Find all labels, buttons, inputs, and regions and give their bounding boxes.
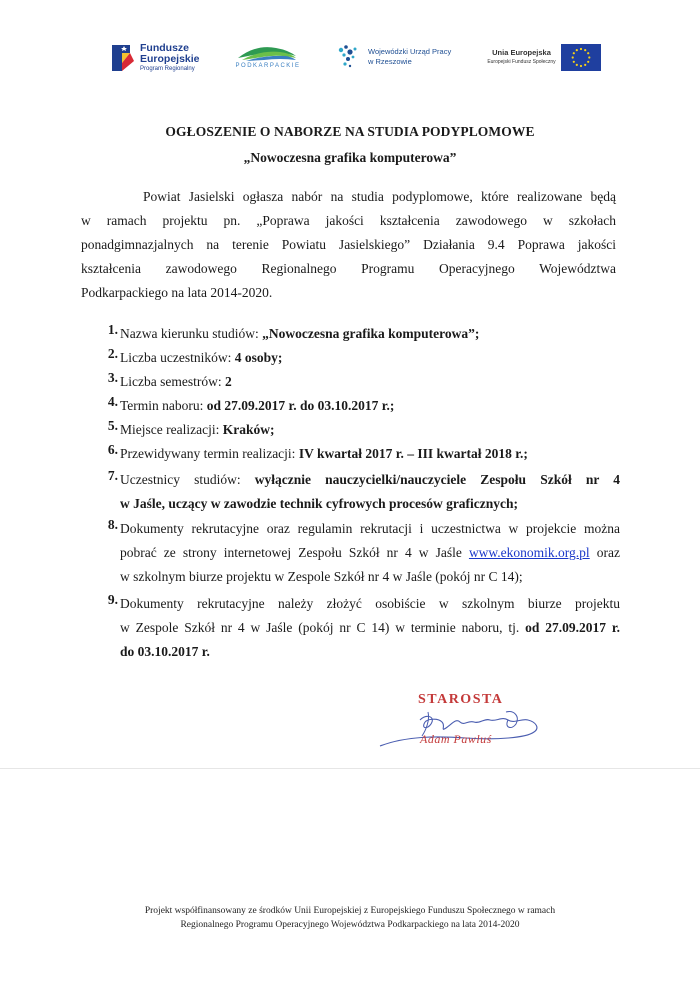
- item-number: 8.: [107, 517, 118, 532]
- item-number: 2.: [107, 346, 118, 361]
- item-number: 7.: [107, 468, 118, 483]
- item-text: oraz: [589, 545, 620, 560]
- footer-line: Regionalnego Programu Operacyjnego Województwa Podkarpackiego na lata 2014-2020: [180, 920, 520, 930]
- item-number: 5.: [107, 418, 118, 433]
- page-title: OGŁOSZENIE O NABORZE NA STUDIA PODYPLOMOWE: [165, 124, 535, 139]
- fe-line2: Europejskie: [140, 53, 200, 65]
- item-number: 4.: [107, 394, 118, 409]
- wup-line2: w Rzeszowie: [368, 57, 412, 66]
- item-value: IV kwartał 2017 r. – III kwartał 2018 r.;: [298, 446, 528, 461]
- item-number: 6.: [107, 442, 118, 457]
- item-value: w Jaśle, uczący w zawodzie technik cyfrowych procesów graficznych;: [120, 496, 519, 511]
- item-value: wyłącznie nauczycielki/nauczyciele Zespołu Szkół nr 4: [254, 472, 620, 487]
- footer: [0, 904, 700, 932]
- item-value: Kraków;: [222, 422, 275, 437]
- eu-funds-icon: [110, 43, 136, 73]
- item-text: w szkolnym biurze projektu w Zespole Szkół nr 4 w Jaśle (pokój nr C 14);: [120, 569, 523, 584]
- item-label: Nazwa kierunku studiów:: [120, 326, 263, 341]
- intro-line: Powiat Jasielski ogłasza nabór na studia podyplomowe, które realizowane będą: [143, 189, 616, 204]
- intro-paragraph: [81, 185, 616, 305]
- item-text: w Zespole Szkół nr 4 w Jaśle (pokój nr C 14) w terminie naboru, tj.: [120, 620, 526, 635]
- item-value: do 03.10.2017 r.: [120, 644, 210, 659]
- item-value: 4 osoby;: [234, 350, 283, 365]
- ue-line1: Unia Europejska: [492, 48, 551, 57]
- ekonomik-link[interactable]: www.ekonomik.org.pl: [468, 545, 590, 560]
- fundusze-europejskie-logo: [110, 38, 220, 84]
- item-text: pobrać ze strony internetowej Zespołu Szkół nr 4 w Jaśle: [120, 545, 469, 560]
- signature-title-stamp: STAROSTA: [418, 692, 504, 707]
- item-label: Uczestnicy studiów:: [120, 472, 255, 487]
- podkarpackie-hills-icon: [236, 42, 298, 62]
- item-number: 3.: [107, 370, 118, 385]
- wup-dots-icon: [335, 42, 365, 72]
- item-number: 9.: [107, 592, 118, 607]
- unia-europejska-logo: [484, 38, 604, 84]
- podkarpackie-logo: [228, 38, 308, 84]
- logo-strip: [0, 38, 700, 88]
- intro-line: ponadgimnazjalnych na terenie Powiatu Jasielskiego” Działania 9.4 Poprawa jakości: [81, 237, 616, 252]
- item-value: 2: [224, 374, 232, 389]
- eu-flag-icon: [561, 44, 601, 71]
- signature-name-stamp: Adam Pawluś: [420, 732, 492, 746]
- item-number: 1.: [107, 322, 118, 337]
- fe-line3: Program Regionalny: [140, 66, 195, 72]
- handwritten-signature: [376, 706, 546, 756]
- item-value: od 27.09.2017 r. do 03.10.2017 r.;: [206, 398, 395, 413]
- intro-line: kształcenia zawodowego Regionalnego Programu Operacyjnego Województwa: [81, 261, 616, 276]
- item-label: Termin naboru:: [120, 398, 207, 413]
- item-label: Przewidywany termin realizacji:: [120, 446, 299, 461]
- intro-line: w ramach projektu pn. „Poprawa jakości kształcenia zawodowego w szkołach: [81, 213, 616, 228]
- podkarpackie-text: PODKARPACKIE: [235, 63, 301, 69]
- ue-line2: Europejski Fundusz Społeczny: [487, 59, 556, 65]
- item-text: Dokumenty rekrutacyjne oraz regulamin rekrutacji i uczestnictwa w projekcie można: [120, 521, 620, 536]
- fe-line1: Fundusze: [140, 42, 189, 54]
- item-label: Liczba semestrów:: [120, 374, 225, 389]
- wup-line1: Wojewódzki Urząd Pracy: [368, 47, 452, 56]
- item-value: od 27.09.2017 r.: [525, 620, 621, 635]
- item-value: „Nowoczesna grafika komputerowa”;: [262, 326, 480, 341]
- footer-line: Projekt współfinansowany ze środków Unii Europejskiej z Europejskiego Funduszu Społecznego w ramach: [144, 906, 556, 916]
- item-text: Dokumenty rekrutacyjne należy złożyć osobiście w szkolnym biurze projektu: [120, 596, 620, 611]
- item-label: Liczba uczestników:: [120, 350, 235, 365]
- wup-logo: [335, 38, 470, 84]
- divider: [0, 768, 700, 769]
- page-subtitle: „Nowoczesna grafika komputerowa”: [243, 150, 457, 165]
- item-label: Miejsce realizacji:: [120, 422, 223, 437]
- intro-line: Podkarpackiego na lata 2014-2020.: [81, 285, 273, 300]
